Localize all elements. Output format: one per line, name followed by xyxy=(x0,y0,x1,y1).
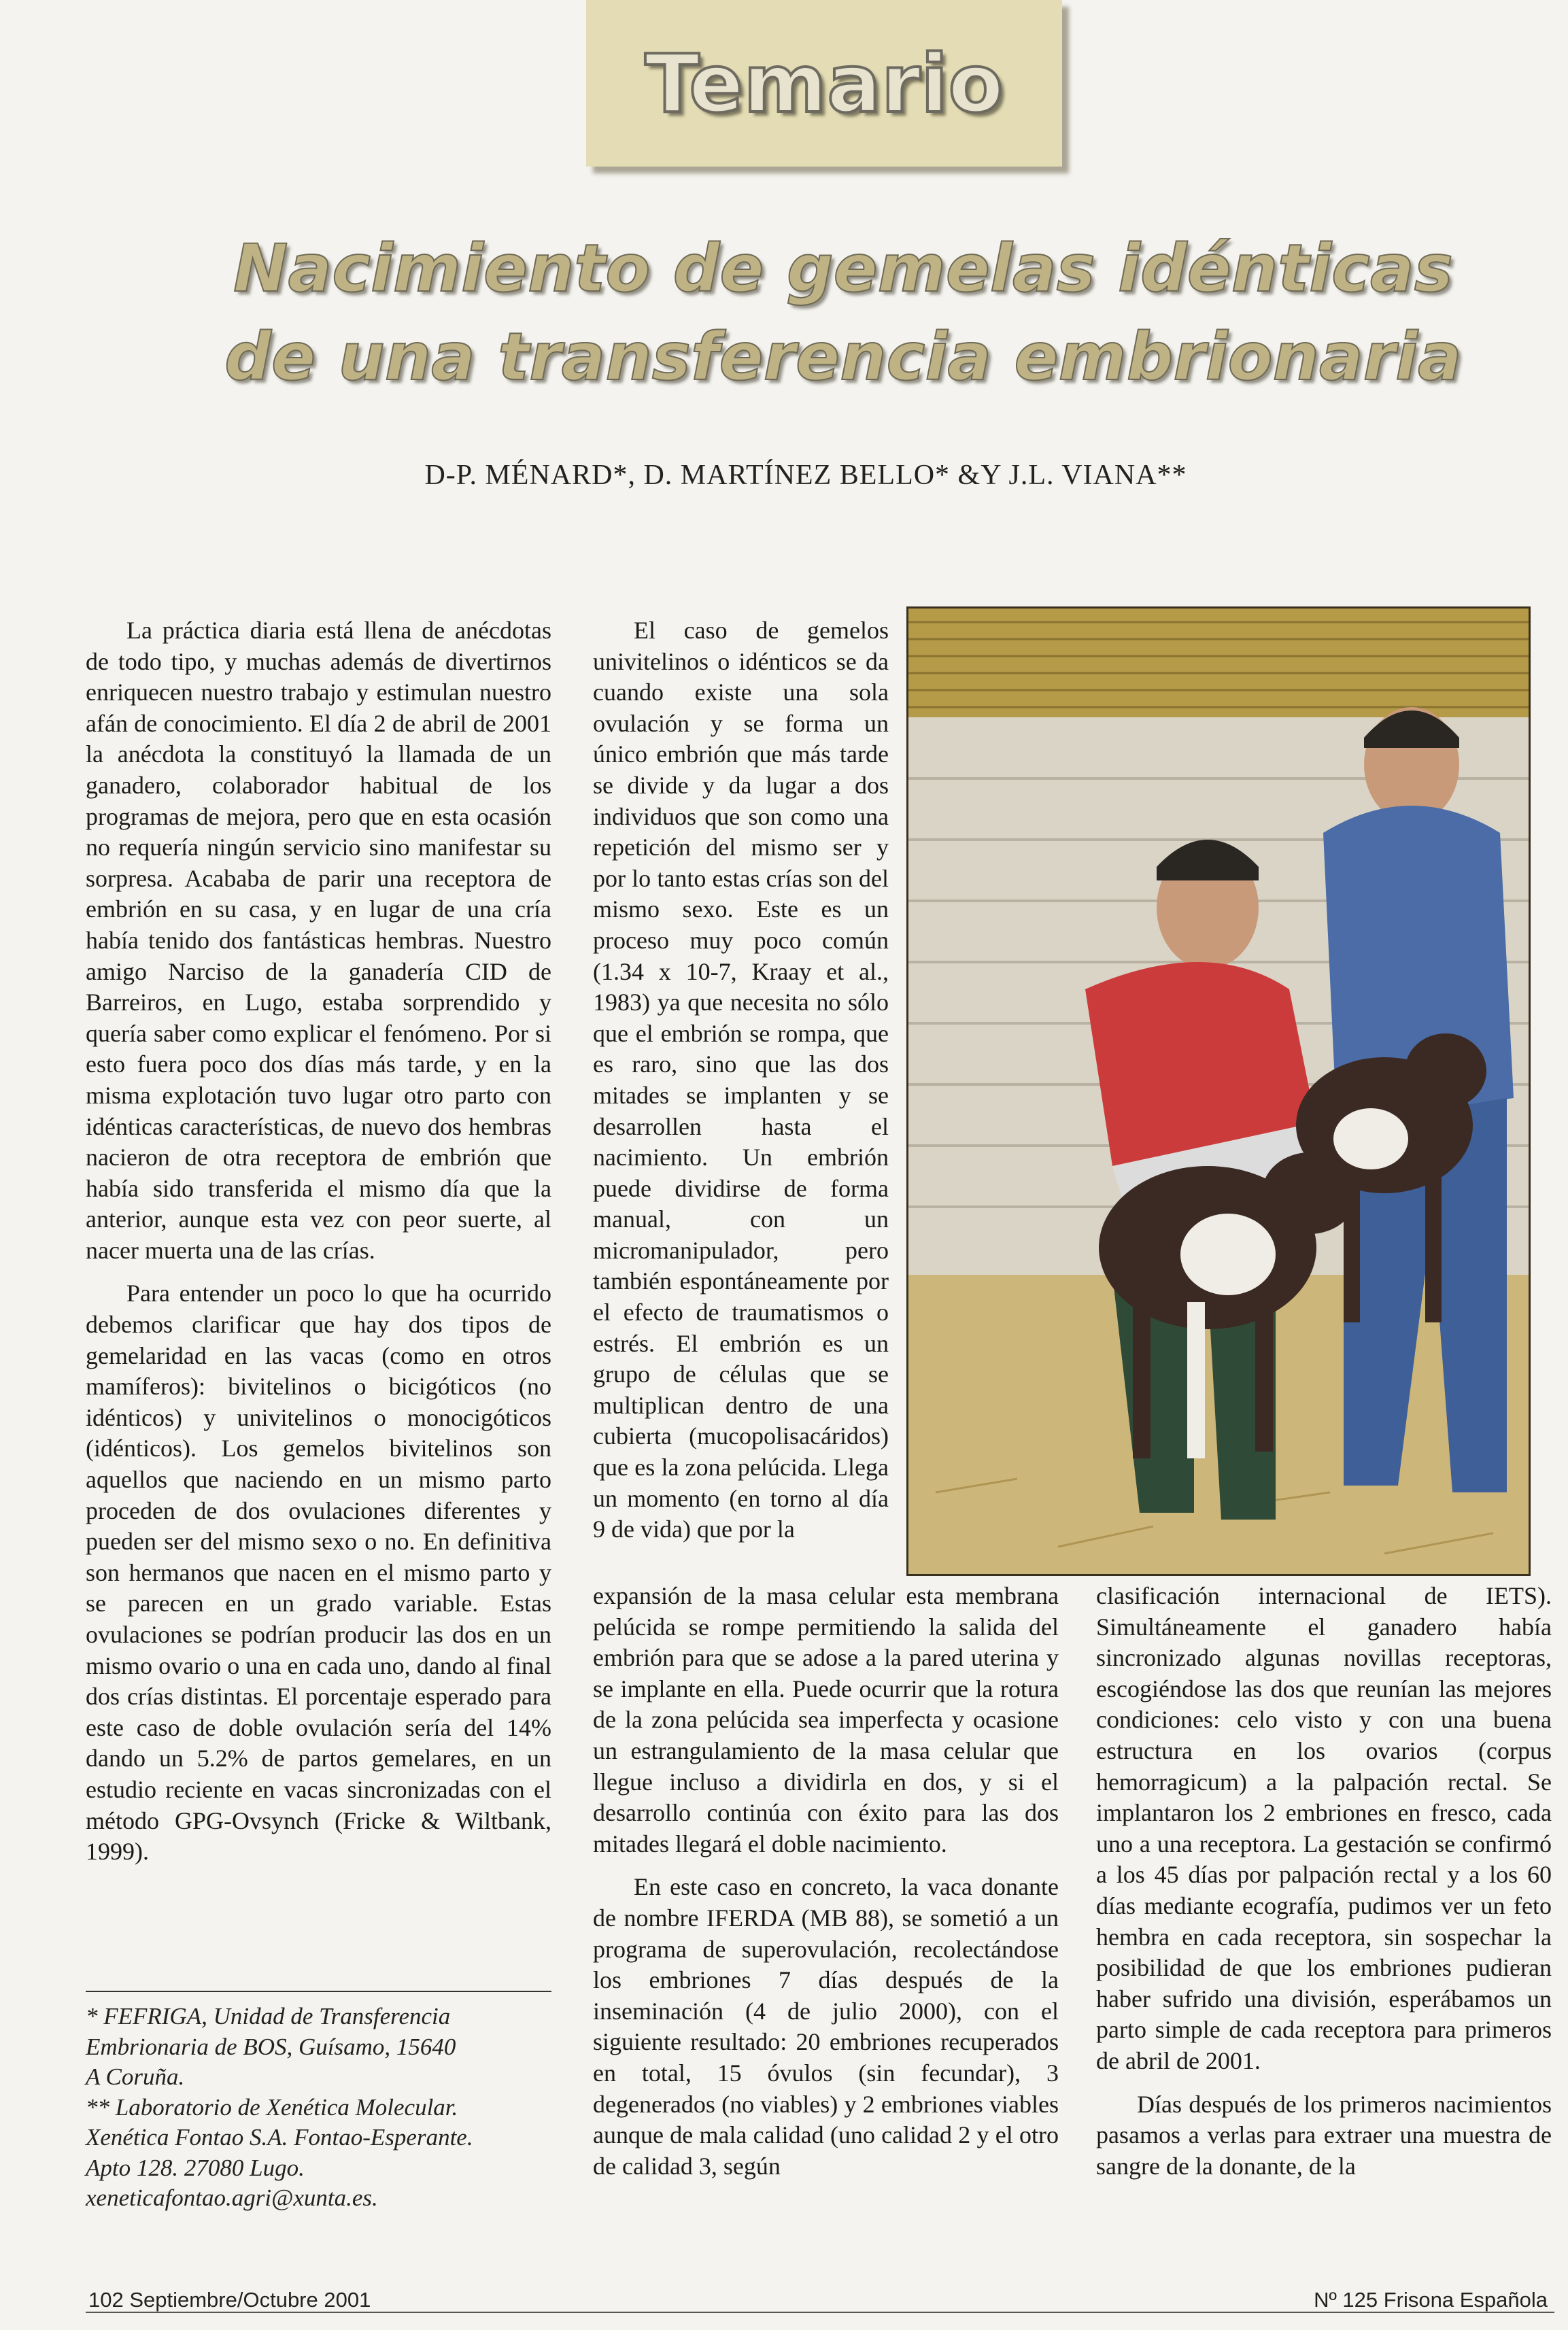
footnote-line: xeneticafontao.agri@xunta.es. xyxy=(86,2185,378,2211)
paragraph: En este caso en concreto, la vaca donante de nombre IFERDA (MB 88), se sometió a un programa de superovulación, recolectándose los embriones 7 días después de la inseminación (4 de julio 2000), con el siguiente resultado: 20 embriones recuperados en total, 15 óvulos (sin fecundar), 3 degenerados (no viables) y 2 embriones viables aunque de mala calidad (uno calidad 2 y el otro de calidad 3, según xyxy=(593,1873,1059,2180)
footnote-line: A Coruña. xyxy=(86,2063,185,2090)
paragraph-continued: expansión de la masa celular esta membrana pelúcida se rompe permitiendo la salida del embrión para que se adose a la pared uterina y se implante en ella. Puede ocurrir que la rotura de la zona pelúcida sea imperfecta y ocasione un estrangulamiento de la masa celular que llegue incluso a dividirla en dos, y si el desarrollo continúa con éxito para las dos mitades llegará el doble nacimiento. xyxy=(593,1582,1059,1857)
paragraph: Días después de los primeros nacimientos pasamos a verlas para extraer una muestra de sangre de la donante, de la xyxy=(1096,2090,1552,2180)
column-1 xyxy=(86,615,551,1880)
footer-left: 102 Septiembre/Octubre 2001 xyxy=(88,2288,371,2312)
footnotes xyxy=(86,1991,551,2214)
footnote-line: ** Laboratorio de Xenética Molecular. xyxy=(86,2093,458,2121)
article-authors: D-P. MÉNARD*, D. MARTÍNEZ BELLO* &Y J.L. VIANA** xyxy=(424,460,1187,491)
paragraph: El caso de gemelos univitelinos o idénticos se da cuando existe una sola ovulación y se forma un único embrión que más tarde se divide y da lugar a dos individuos que son como una repetición del mismo ser y por lo tanto estas crías son del mismo sexo. Este es un proceso muy poco común (1.34 x 10-7, Kraay et al., 1983) ya que necesita no sólo que el embrión se rompa, que es raro, sino que las dos mitades se implanten y se desarrollen hasta el nacimiento. Un embrión puede dividirse de forma manual, con un micromanipulador, pero también espontáneamente por el efecto de traumatismos o estrés. El embrión es un grupo de células que se multiplican dentro de una cubierta (mucopolisacáridos) que es la zona pelúcida. Llega un momento (en torno al día 9 de vida) que por la xyxy=(593,617,889,1543)
article-title xyxy=(197,224,1489,401)
column-3 xyxy=(1096,1581,1552,2194)
photo-calves xyxy=(906,606,1531,1576)
paragraph: La práctica diaria está llena de anécdotas de todo tipo, y muchas además de divertirnos enriquecen nuestro trabajo y estimulan nuestro afán de conocimiento. El día 2 de abril de 2001 la anécdota la constituyó la llamada de un ganadero, colaborador habitual de los programas de mejora, pero que en esta ocasión no requería ningún servicio sino manifestar su sorpresa. Acababa de parir una receptora de embrión en su casa, y en lugar de una cría había tenido dos fantásticas hembras. Nuestro amigo Narciso de la ganadería CID de Barreiros, en Lugo, estaba sorprendido y quería saber como explicar el fenómeno. Por si esto fuera poco dos días más tarde, y en la misma explotación tuvo lugar otro parto con idénticas características, de nuevo dos hembras nacieron de otra receptora de embrión que había sido transferida el mismo día que la anterior, aunque esta vez con peor suerte, al nacer muerta una de las crías. xyxy=(86,617,551,1264)
title-line-1: Nacimiento de gemelas idénticas xyxy=(233,230,1453,307)
footnote-line: * FEFRIGA, Unidad de Transferencia xyxy=(86,2003,451,2029)
section-label: Temario xyxy=(645,36,1004,131)
paragraph: Para entender un poco lo que ha ocurrido debemos clarificar que hay dos tipos de gemelaridad en las vacas (como en otros mamíferos): bivitelinos o bicigóticos (no idénticos) y univitelinos o monocigóticos (idénticos). Los gemelos bivitelinos son aquellos que naciendo en un mismo parto proceden de dos ovulaciones diferentes y pueden ser del mismo sexo o no. En definitiva son hermanos que nacen en el mismo parto y se parecen en un grado variable. Estas ovulaciones se podrían producir las dos en un mismo ovario o una en cada uno, dando al final dos crías distintas. El porcentaje esperado para este caso de doble ovulación sería del 14% dando un 5.2% de partos gemelares, en un estudio reciente en vacas sincronizadas con el método GPG-Ovsynch (Fricke & Wiltbank, 1999). xyxy=(86,1280,551,1866)
footnote-line: Xenética Fontao S.A. Fontao-Esperante. xyxy=(86,2124,473,2151)
footnote-line: Apto 128. 27080 Lugo. xyxy=(86,2154,305,2181)
paragraph-continued: clasificación internacional de IETS). Simultáneamente el ganadero había sincronizado algunas novillas receptoras, escogiéndose las dos que reunían las mejores condiciones: celo visto y con una buena estructura en los ovarios (corpus hemorragicum) a la palpación rectal. Se implantaron los 2 embriones en fresco, cada uno a una receptora. La gestación se confirmó a los 45 días por palpación rectal y a los 60 días mediante ecografía, pudimos ver un feto hembra en cada receptora, sin sospechar la posibilidad de que los embriones pudieran haber sufrido una división, esperábamos un parto simple de cada receptora para primeros de abril de 2001. xyxy=(1096,1582,1552,2074)
section-banner xyxy=(586,0,1062,167)
footer-right: Nº 125 Frisona Española xyxy=(1314,2288,1548,2312)
footnote-line: Embrionaria de BOS, Guísamo, 15640 xyxy=(86,2033,456,2060)
column-2-wide xyxy=(593,1581,1059,2194)
footer-rule xyxy=(86,2312,1554,2313)
title-line-2: de una transferencia embrionaria xyxy=(224,319,1462,395)
column-2-narrow xyxy=(593,615,889,1558)
